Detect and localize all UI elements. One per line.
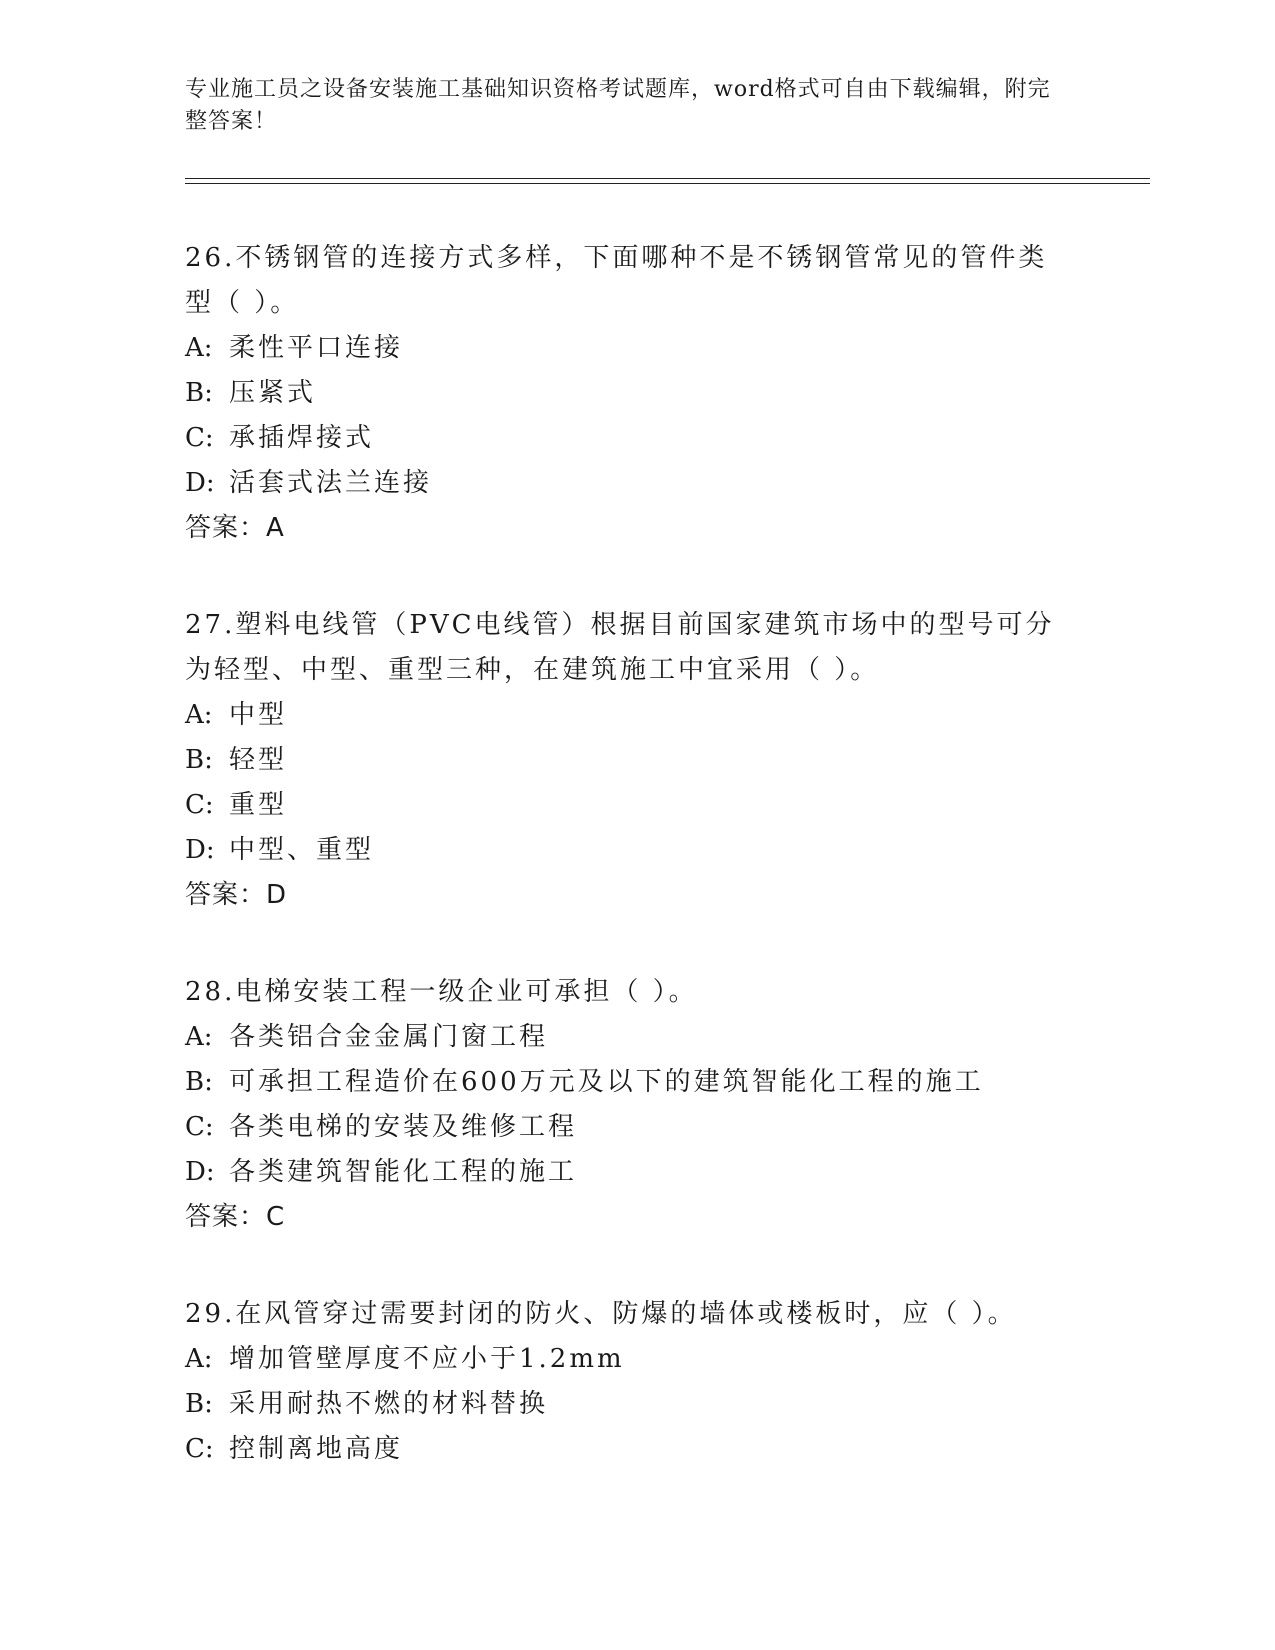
option-text: 可承担工程造价在600万元及以下的建筑智能化工程的施工 bbox=[229, 1067, 984, 1097]
option-text: 各类建筑智能化工程的施工 bbox=[229, 1157, 578, 1187]
option-text: 中型、重型 bbox=[229, 835, 375, 865]
option-a bbox=[185, 326, 1145, 371]
header-rule-top bbox=[185, 178, 1150, 179]
option-label: D: bbox=[185, 1157, 215, 1187]
option-text: 活套式法兰连接 bbox=[229, 468, 433, 498]
option-text: 各类电梯的安装及维修工程 bbox=[229, 1112, 578, 1142]
option-label: C: bbox=[185, 423, 214, 453]
option-text: 压紧式 bbox=[229, 378, 317, 408]
option-label: D: bbox=[185, 468, 215, 498]
option-label: C: bbox=[185, 1434, 214, 1464]
question-stem: 28.电梯安装工程一级企业可承担（ ）。 bbox=[185, 977, 698, 1007]
option-text: 各类铝合金金属门窗工程 bbox=[229, 1022, 549, 1052]
question-stem: 26.不锈钢管的连接方式多样，下面哪种不是不锈钢管常见的管件类型（ ）。 bbox=[185, 243, 1048, 318]
option-c bbox=[185, 416, 1145, 461]
answer-line: 答案：A bbox=[185, 513, 285, 543]
option-b bbox=[185, 738, 1145, 783]
answer-line: 答案：C bbox=[185, 1202, 286, 1232]
question-27 bbox=[185, 603, 1145, 918]
option-a bbox=[185, 1337, 1145, 1382]
option-b bbox=[185, 1382, 1145, 1427]
option-text: 轻型 bbox=[229, 745, 288, 775]
option-text: 采用耐热不燃的材料替换 bbox=[229, 1389, 549, 1419]
question-stem: 27.塑料电线管（PVC电线管）根据目前国家建筑市场中的型号可分为轻型、中型、重型三种，在建筑施工中宜采用（ ）。 bbox=[185, 610, 1055, 685]
option-label: B: bbox=[185, 378, 213, 408]
option-c bbox=[185, 1105, 1145, 1150]
question-29 bbox=[185, 1292, 1145, 1472]
option-text: 承插焊接式 bbox=[229, 423, 375, 453]
option-label: D: bbox=[185, 835, 215, 865]
option-text: 中型 bbox=[229, 700, 288, 730]
option-label: A: bbox=[185, 1022, 213, 1052]
option-text: 重型 bbox=[229, 790, 288, 820]
option-text: 柔性平口连接 bbox=[229, 333, 404, 363]
option-label: A: bbox=[185, 1344, 213, 1374]
option-c bbox=[185, 1427, 1145, 1472]
option-label: A: bbox=[185, 700, 213, 730]
question-26 bbox=[185, 236, 1145, 551]
option-d bbox=[185, 1150, 1145, 1195]
option-label: C: bbox=[185, 790, 214, 820]
option-label: B: bbox=[185, 1067, 213, 1097]
option-b bbox=[185, 371, 1145, 416]
answer-line: 答案：D bbox=[185, 880, 288, 910]
option-label: C: bbox=[185, 1112, 214, 1142]
option-label: B: bbox=[185, 1389, 213, 1419]
option-d bbox=[185, 828, 1145, 873]
question-stem: 29.在风管穿过需要封闭的防火、防爆的墙体或楼板时，应（ ）。 bbox=[185, 1299, 1017, 1329]
document-header: 专业施工员之设备安装施工基础知识资格考试题库，word格式可自由下载编辑，附完整答案！ bbox=[185, 77, 1051, 134]
option-d bbox=[185, 461, 1145, 506]
option-text: 增加管壁厚度不应小于1.2mm bbox=[229, 1344, 625, 1374]
option-a bbox=[185, 1015, 1145, 1060]
option-b bbox=[185, 1060, 1145, 1105]
header-rule-bottom bbox=[185, 183, 1150, 184]
option-label: B: bbox=[185, 745, 213, 775]
option-c bbox=[185, 783, 1145, 828]
option-a bbox=[185, 693, 1145, 738]
question-28 bbox=[185, 970, 1145, 1240]
option-text: 控制离地高度 bbox=[229, 1434, 404, 1464]
question-list bbox=[185, 236, 1145, 1524]
option-label: A: bbox=[185, 333, 213, 363]
